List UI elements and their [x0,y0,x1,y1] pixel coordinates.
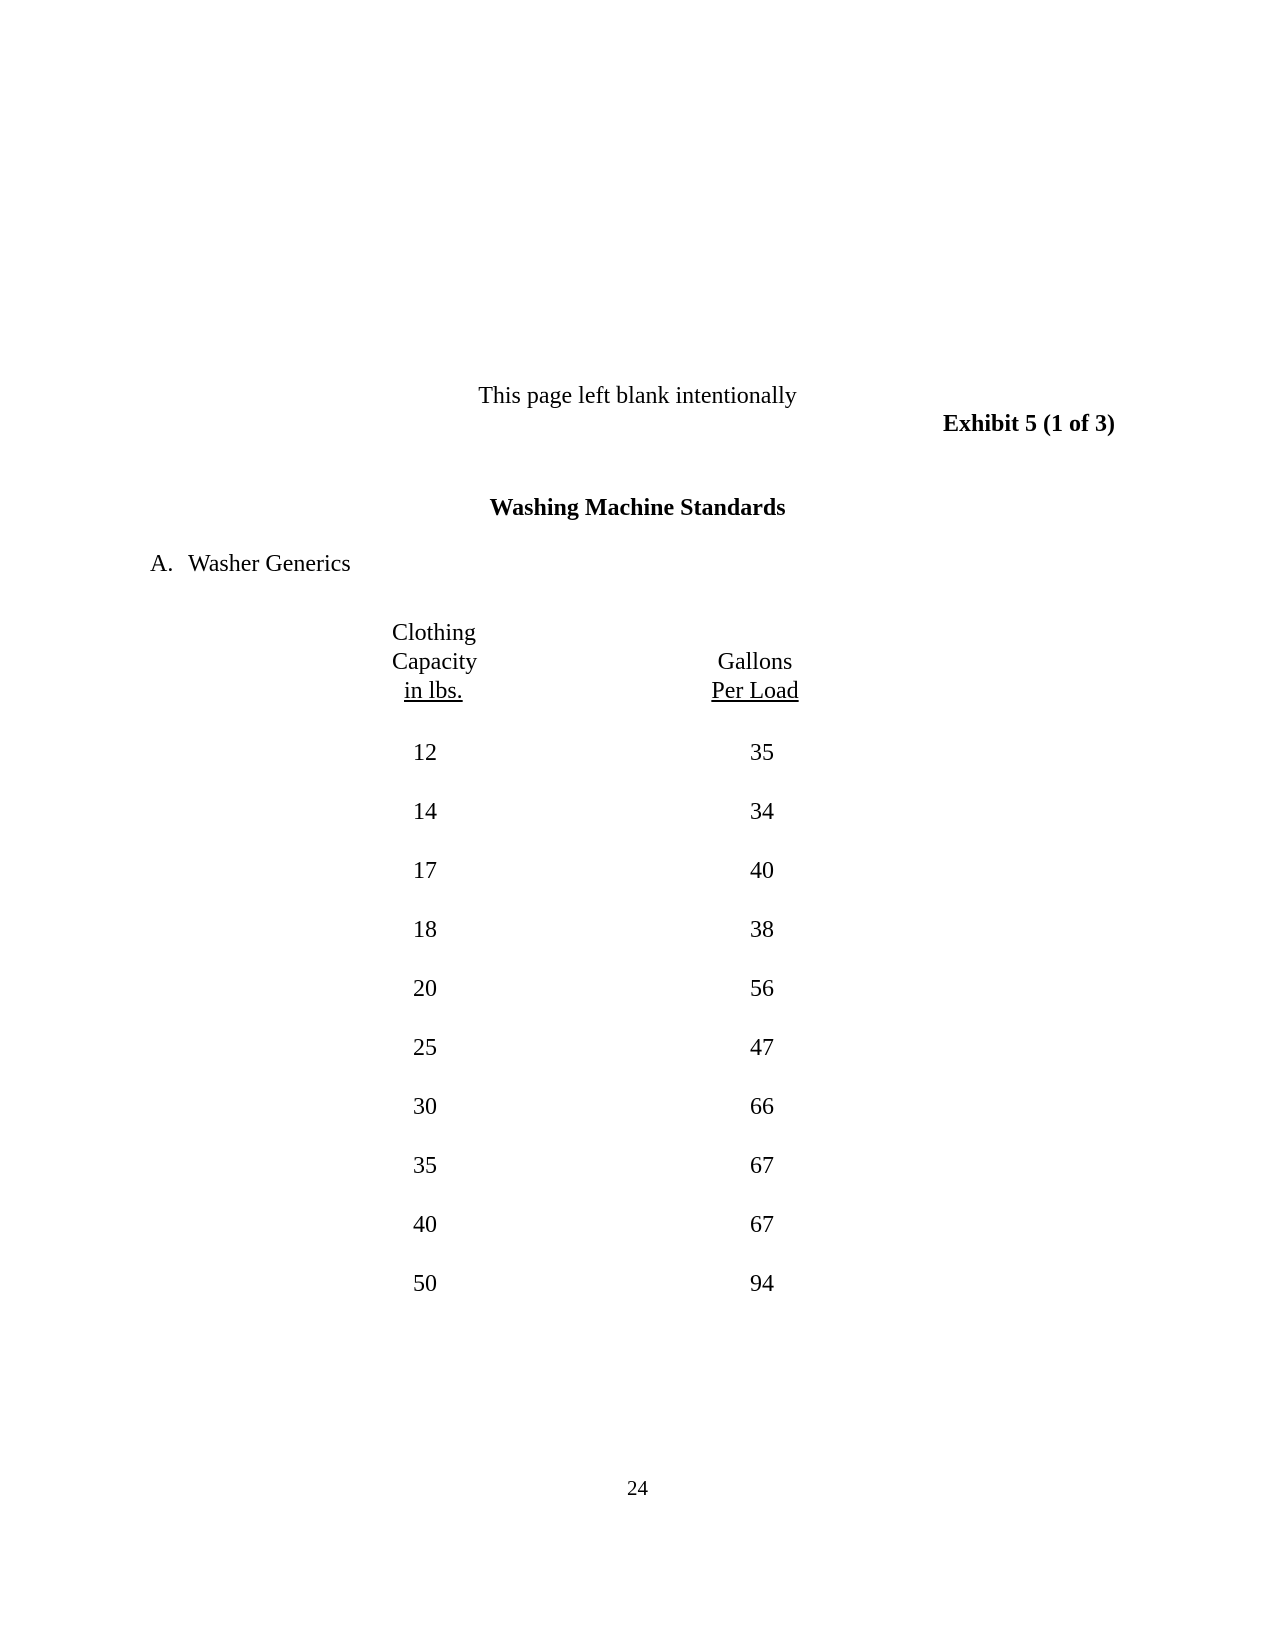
table-row [0,858,1275,917]
gallons-cell: 35 [750,740,774,766]
gallons-header-line2: Per Load [711,678,799,704]
table-row [0,917,1275,976]
capacity-cell: 35 [413,1153,437,1179]
capacity-header-line1: Clothing [392,620,477,646]
gallons-cell: 47 [750,1035,774,1061]
page-title: Washing Machine Standards [489,495,786,521]
section-heading [150,551,351,578]
gallons-header-line1: Gallons [717,649,793,675]
section-number: A. [150,551,174,577]
gallons-cell: 94 [750,1271,774,1297]
capacity-cell: 30 [413,1094,437,1120]
capacity-cell: 18 [413,917,437,943]
gallons-cell: 34 [750,799,774,825]
gallons-cell: 38 [750,917,774,943]
capacity-cell: 14 [413,799,437,825]
table-row [0,1035,1275,1094]
capacity-cell: 40 [413,1212,437,1238]
gallons-cell: 66 [750,1094,774,1120]
page-number: 24 [627,1476,648,1500]
gallons-cell: 56 [750,976,774,1002]
table-row [0,1094,1275,1153]
table-row [0,740,1275,799]
capacity-cell: 25 [413,1035,437,1061]
capacity-column-header [392,619,502,706]
capacity-header-line3: in lbs. [404,678,463,704]
gallons-cell: 67 [750,1212,774,1238]
capacity-header-line2: Capacity [392,649,478,675]
table-row [0,976,1275,1035]
capacity-cell: 12 [413,740,437,766]
exhibit-label: Exhibit 5 (1 of 3) [942,411,1115,437]
blank-page-note: This page left blank intentionally [478,383,797,409]
table-row [0,1212,1275,1271]
table-row [0,799,1275,858]
gallons-cell: 40 [750,858,774,884]
table-row [0,1271,1275,1330]
capacity-cell: 50 [413,1271,437,1297]
section-label: Washer Generics [188,551,351,577]
gallons-column-header [660,648,850,706]
gallons-cell: 67 [750,1153,774,1179]
capacity-cell: 20 [413,976,437,1002]
capacity-cell: 17 [413,858,437,884]
table-row [0,1153,1275,1212]
washer-table-body [0,740,1275,1330]
